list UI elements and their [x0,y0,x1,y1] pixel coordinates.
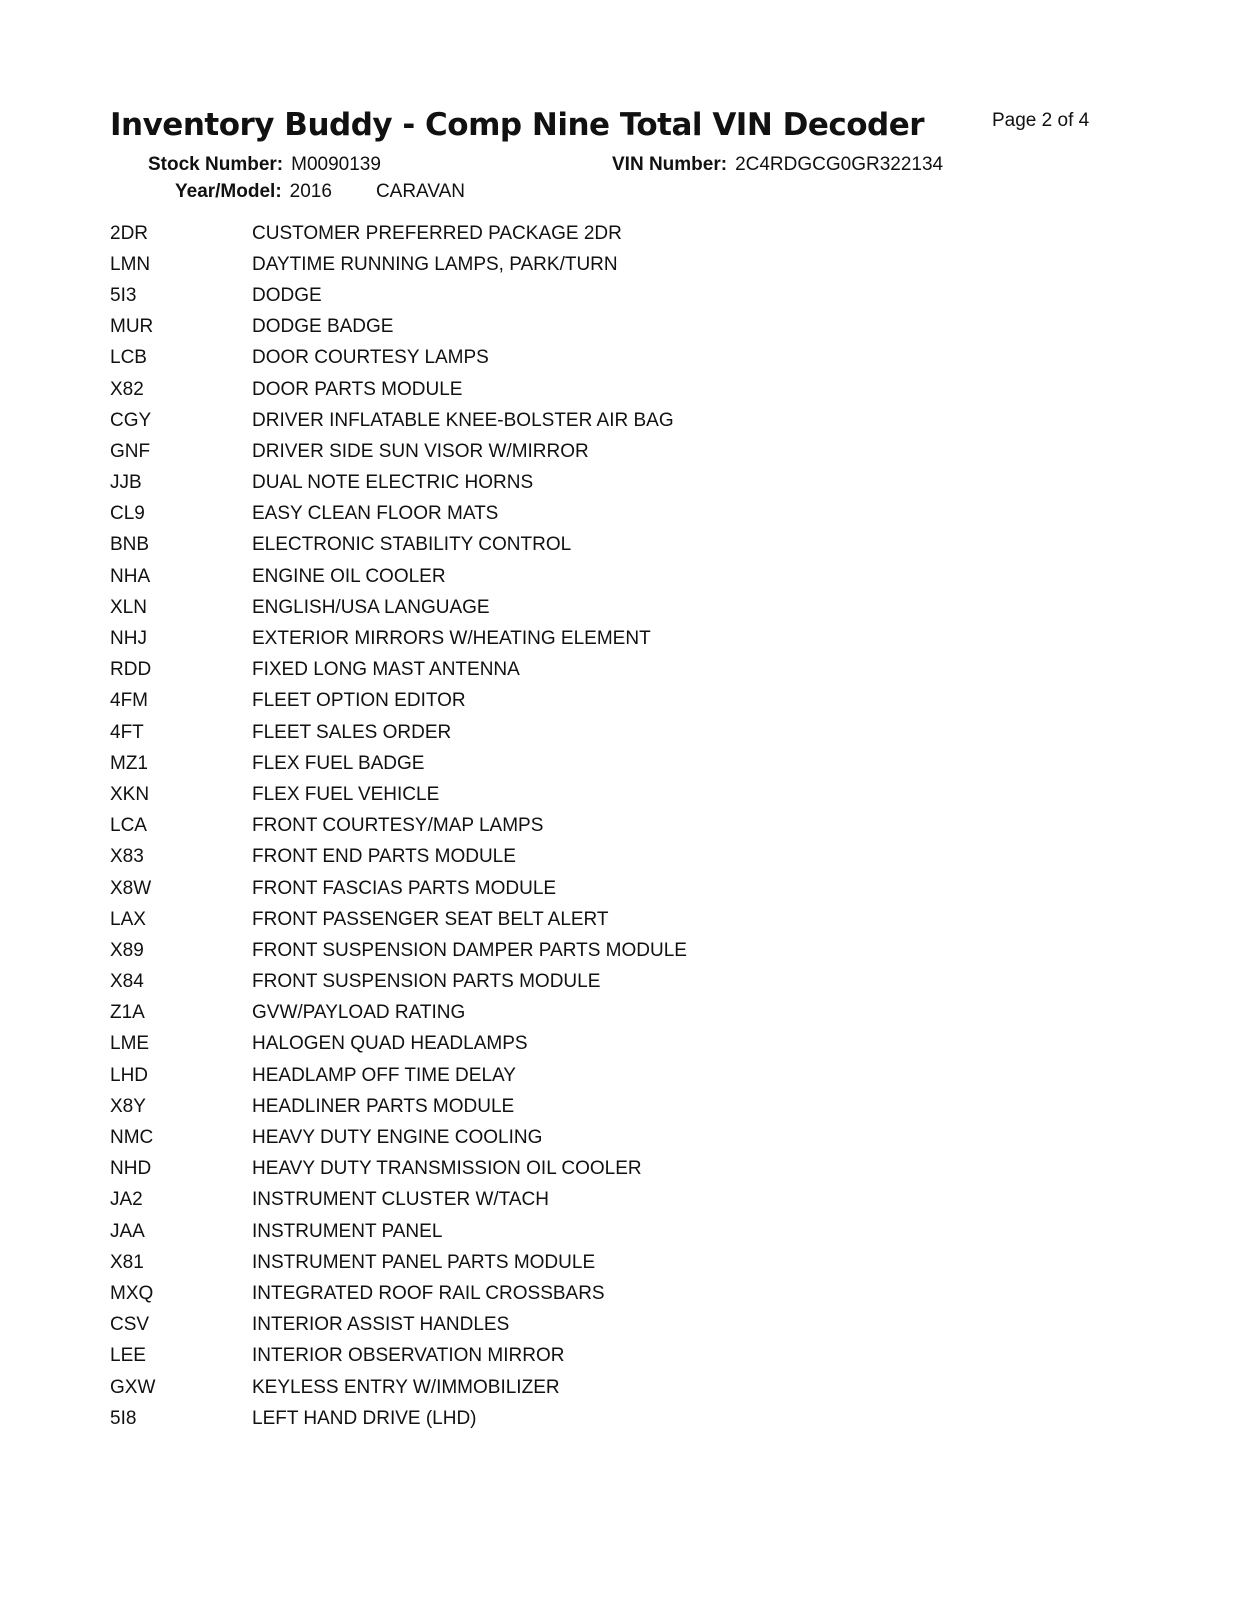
option-code: 5I3 [110,284,137,306]
option-description: DUAL NOTE ELECTRIC HORNS [252,472,534,494]
option-code: CGY [110,409,152,431]
option-code: XKN [110,783,150,805]
option-row [110,530,910,561]
option-description: DRIVER SIDE SUN VISOR W/MIRROR [252,440,589,462]
option-row [110,405,910,436]
option-code: XLN [110,596,147,618]
option-row [110,1091,910,1122]
option-row [110,1060,910,1091]
option-code: LCA [110,815,147,837]
option-description: INSTRUMENT PANEL PARTS MODULE [252,1251,596,1273]
option-row [110,1403,910,1434]
option-description: HALOGEN QUAD HEADLAMPS [252,1033,528,1055]
stock-number-value: M0090139 [291,154,381,175]
option-description: DOOR PARTS MODULE [252,378,463,400]
option-row [110,748,910,779]
option-description: EASY CLEAN FLOOR MATS [252,503,499,525]
option-row [110,623,910,654]
year-model-label: Year/Model: [175,181,282,202]
option-row [110,499,910,530]
option-code: CSV [110,1314,150,1336]
option-description: FLEX FUEL BADGE [252,752,425,774]
option-description: ENGINE OIL COOLER [252,565,446,587]
option-row [110,280,910,311]
option-row [110,343,910,374]
option-code: JAA [110,1220,145,1242]
option-description: ELECTRONIC STABILITY CONTROL [252,534,572,556]
option-description: HEADLAMP OFF TIME DELAY [252,1064,516,1086]
option-code: NHD [110,1158,152,1180]
option-description: DODGE BADGE [252,316,394,338]
option-code: MXQ [110,1282,154,1304]
option-row [110,811,910,842]
option-description: DODGE [252,284,322,306]
option-code: X82 [110,378,144,400]
option-description: INTERIOR ASSIST HANDLES [252,1314,510,1336]
option-description: EXTERIOR MIRRORS W/HEATING ELEMENT [252,628,651,650]
option-row [110,904,910,935]
option-row [110,218,910,249]
option-description: HEAVY DUTY ENGINE COOLING [252,1127,543,1149]
option-description: INTEGRATED ROOF RAIL CROSSBARS [252,1282,605,1304]
option-row [110,374,910,405]
option-description: DAYTIME RUNNING LAMPS, PARK/TURN [252,253,618,275]
option-description: INSTRUMENT PANEL [252,1220,443,1242]
option-row [110,935,910,966]
option-description: FRONT COURTESY/MAP LAMPS [252,815,544,837]
option-code: CL9 [110,503,145,525]
option-code: 2DR [110,222,149,244]
option-code: NHA [110,565,151,587]
option-description: FRONT END PARTS MODULE [252,846,516,868]
vin-number [612,154,943,176]
option-row [110,1372,910,1403]
vin-number-label: VIN Number: [612,154,728,175]
option-code: GNF [110,440,151,462]
option-code: LHD [110,1064,149,1086]
option-code: 5I8 [110,1407,137,1429]
option-description: FLEET OPTION EDITOR [252,690,466,712]
option-code: RDD [110,659,152,681]
option-row [110,779,910,810]
option-description: DOOR COURTESY LAMPS [252,347,489,369]
option-code: LAX [110,908,146,930]
stock-number-label: Stock Number: [148,154,284,175]
stock-number [148,154,381,176]
option-code: 4FM [110,690,148,712]
option-code: LCB [110,347,147,369]
option-row [110,1341,910,1372]
option-row [110,561,910,592]
option-row [110,1122,910,1153]
option-description: FLEX FUEL VEHICLE [252,783,440,805]
option-description: KEYLESS ENTRY W/IMMOBILIZER [252,1376,560,1398]
option-code: X83 [110,846,144,868]
page-title: Inventory Buddy - Comp Nine Total VIN Decoder [110,107,925,143]
option-row [110,468,910,499]
model-value: CARAVAN [375,181,465,202]
option-description: HEADLINER PARTS MODULE [252,1095,515,1117]
option-code: LMN [110,253,151,275]
option-code: X81 [110,1251,144,1273]
option-description: CUSTOMER PREFERRED PACKAGE 2DR [252,222,622,244]
option-code: NMC [110,1127,154,1149]
option-description: FRONT PASSENGER SEAT BELT ALERT [252,908,609,930]
option-row [110,1310,910,1341]
option-description: FIXED LONG MAST ANTENNA [252,659,520,681]
option-code: GXW [110,1376,156,1398]
option-row [110,842,910,873]
option-code: JJB [110,472,142,494]
option-row [110,1154,910,1185]
option-row [110,873,910,904]
option-code: MZ1 [110,752,148,774]
option-description: INTERIOR OBSERVATION MIRROR [252,1345,565,1367]
option-code: LEE [110,1345,146,1367]
option-row [110,1278,910,1309]
option-code: 4FT [110,721,144,743]
option-row [110,1029,910,1060]
option-row [110,655,910,686]
option-code: X8W [110,877,152,899]
option-row [110,436,910,467]
option-code: MUR [110,316,154,338]
option-code: JA2 [110,1189,143,1211]
option-description: LEFT HAND DRIVE (LHD) [252,1407,477,1429]
option-row [110,312,910,343]
option-code: X84 [110,971,144,993]
option-row [110,1216,910,1247]
option-description: GVW/PAYLOAD RATING [252,1002,466,1024]
option-row [110,1185,910,1216]
option-code: BNB [110,534,150,556]
option-code: NHJ [110,628,147,650]
option-description: DRIVER INFLATABLE KNEE-BOLSTER AIR BAG [252,409,674,431]
option-description: FLEET SALES ORDER [252,721,452,743]
option-code: X89 [110,939,144,961]
option-description: FRONT SUSPENSION PARTS MODULE [252,971,601,993]
option-row [110,249,910,280]
option-description: HEAVY DUTY TRANSMISSION OIL COOLER [252,1158,642,1180]
option-description: FRONT SUSPENSION DAMPER PARTS MODULE [252,939,687,961]
option-description: INSTRUMENT CLUSTER W/TACH [252,1189,549,1211]
option-code: X8Y [110,1095,146,1117]
option-row [110,686,910,717]
option-code: Z1A [110,1002,145,1024]
option-row [110,967,910,998]
option-row [110,592,910,623]
year-model [175,181,465,203]
page-number: Page 2 of 4 [992,110,1090,131]
option-row [110,998,910,1029]
option-row [110,717,910,748]
option-list [110,218,910,1434]
option-code: LME [110,1033,150,1055]
option-description: ENGLISH/USA LANGUAGE [252,596,490,618]
vin-number-value: 2C4RDGCG0GR322134 [735,154,944,175]
option-description: FRONT FASCIAS PARTS MODULE [252,877,557,899]
year-value: 2016 [289,181,332,202]
option-row [110,1247,910,1278]
